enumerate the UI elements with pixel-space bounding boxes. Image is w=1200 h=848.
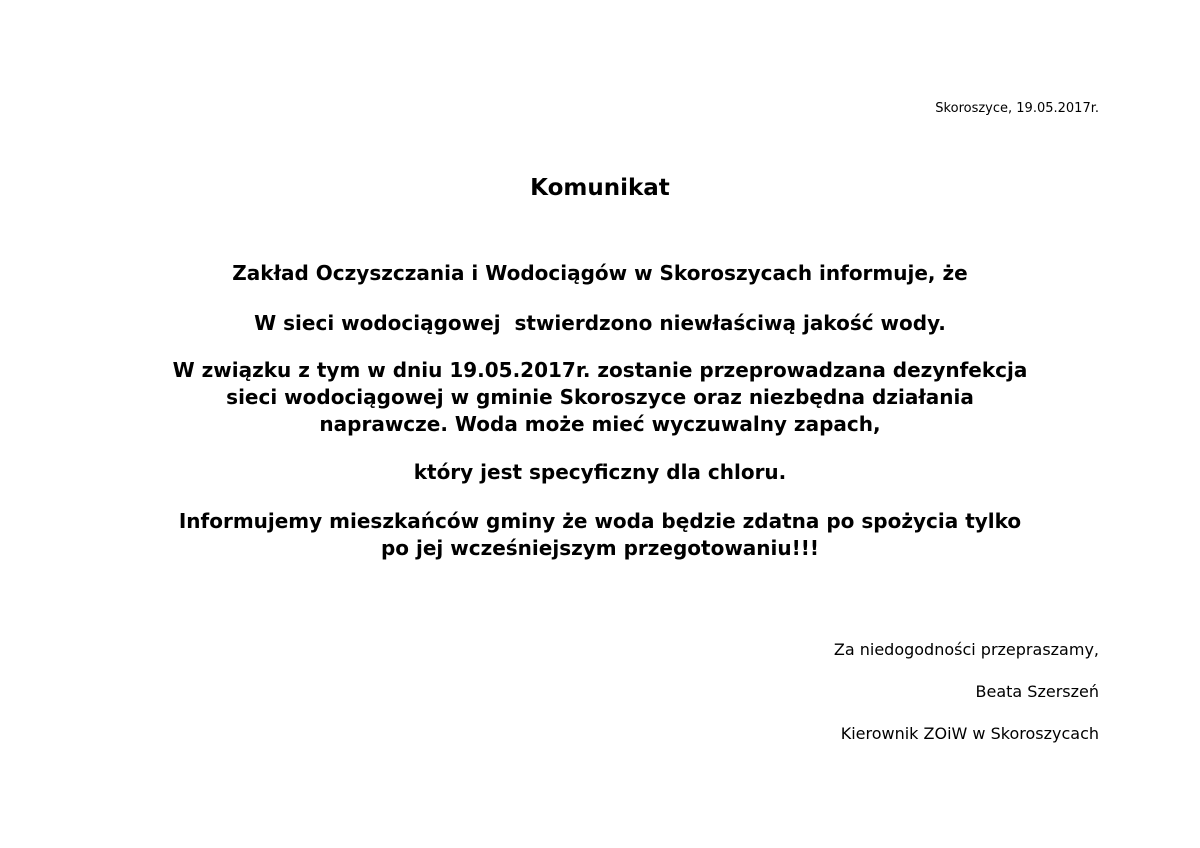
paragraph-chlorine — [0, 459, 1200, 486]
paragraph-disinfection — [0, 357, 1200, 438]
paragraph-line: naprawcze. Woda może mieć wyczuwalny zapach, — [319, 412, 881, 436]
paragraph-line: Zakład Oczyszczania i Wodociągów w Skoroszycach informuje, że — [232, 261, 968, 285]
document-title: Komunikat — [530, 175, 670, 201]
paragraph-line: po jej wcześniejszym przegotowaniu!!! — [380, 536, 819, 560]
paragraph-quality — [0, 310, 1200, 337]
paragraph-line: W związku z tym w dniu 19.05.2017r. zostanie przeprowadzana dezynfekcja — [172, 358, 1028, 382]
signatory-name: Beata Szerszeń — [975, 682, 1099, 701]
apology-text: Za niedogodności przepraszamy, — [833, 640, 1099, 659]
paragraph-warning — [0, 508, 1200, 562]
paragraph-intro — [0, 260, 1200, 287]
paragraph-line: sieci wodociągowej w gminie Skoroszyce oraz niezbędna działania — [226, 385, 974, 409]
signatory-position: Kierownik ZOiW w Skoroszycach — [840, 724, 1099, 743]
paragraph-line: który jest specyficzny dla chloru. — [413, 460, 787, 484]
paragraph-line: W sieci wodociągowej stwierdzono niewłaściwą jakość wody. — [254, 311, 946, 335]
place-date: Skoroszyce, 19.05.2017r. — [935, 101, 1099, 116]
paragraph-line: Informujemy mieszkańców gminy że woda będzie zdatna po spożycia tylko — [178, 509, 1022, 533]
